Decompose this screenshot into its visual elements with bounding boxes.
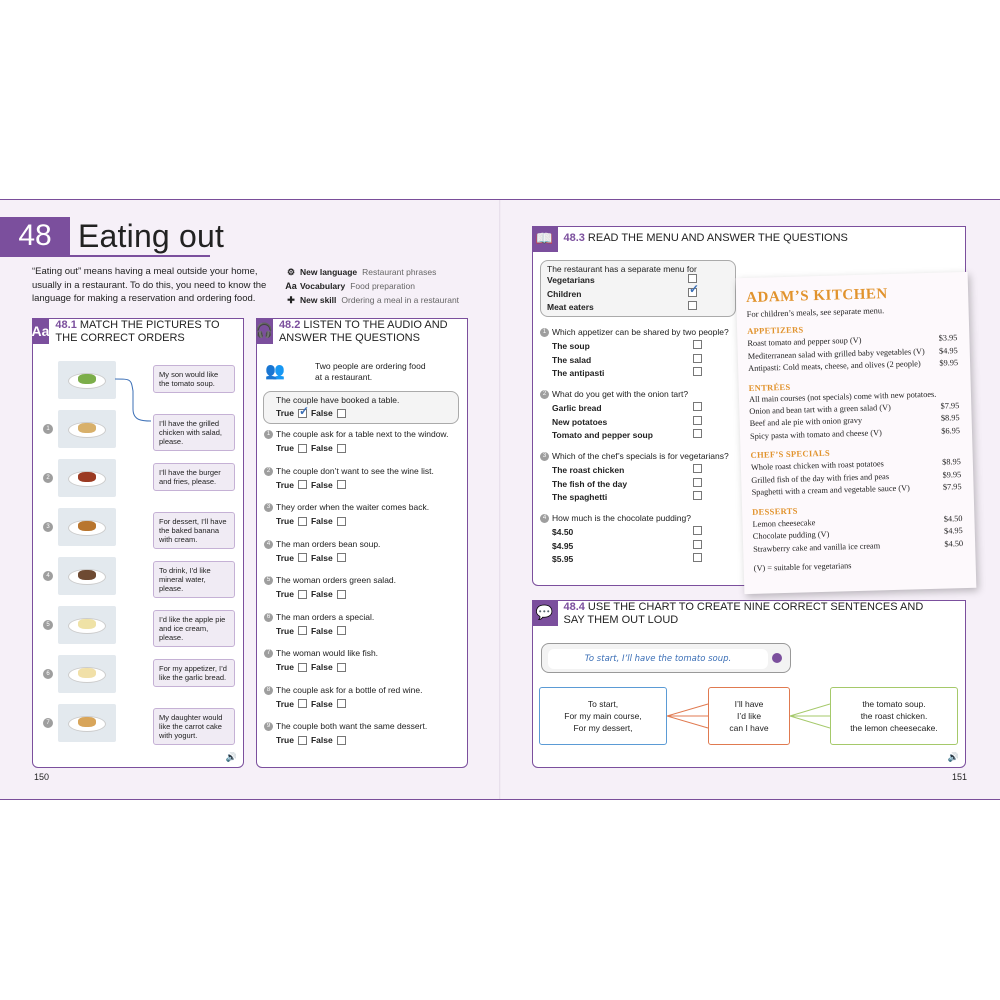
unit-title <box>0 216 224 256</box>
exercise-number: 48.2 <box>278 318 301 331</box>
false-label: False <box>310 625 333 636</box>
true-label: True <box>276 408 294 418</box>
answer-option <box>552 478 702 492</box>
true-false-answer <box>276 516 464 526</box>
food-icon <box>78 717 96 727</box>
true-false-answer <box>276 735 464 745</box>
menu-item-price: $4.50 <box>943 513 963 524</box>
question-number: 7 <box>264 649 273 658</box>
question-text: The man orders a special. <box>276 611 375 622</box>
question-number: 1 <box>264 430 273 439</box>
true-false-answer <box>276 626 464 636</box>
chart-phrase: To start, <box>587 699 619 709</box>
exercise-48-4-title <box>564 601 924 627</box>
meta-new-skill <box>285 293 459 307</box>
chart-phrase: I’d like <box>736 711 762 721</box>
false-checkbox[interactable] <box>337 590 346 599</box>
question-number: 4 <box>540 514 549 523</box>
tf-question <box>264 575 464 599</box>
question-text: They order when the waiter comes back. <box>276 502 430 512</box>
meta-new-language <box>285 265 459 279</box>
false-label: False <box>310 479 333 490</box>
page-number-right: 151 <box>952 772 968 782</box>
exercise-48-3-title <box>564 232 848 245</box>
true-label: True <box>276 698 294 709</box>
answer-option <box>552 402 702 416</box>
chart-phrase: can I have <box>729 723 769 733</box>
true-false-answer <box>276 443 464 453</box>
true-checkbox[interactable] <box>298 444 307 453</box>
menu-item-name: Mediterranean salad with grilled baby vegetables (V) <box>747 346 925 361</box>
question-line <box>540 513 740 523</box>
picture-row <box>43 459 116 497</box>
option-label: $4.50 <box>552 527 574 537</box>
menu-item-price: $7.95 <box>942 482 962 492</box>
true-label: True <box>276 516 294 526</box>
restaurant-table-icon: 👥 <box>265 363 285 380</box>
option-label: The salad <box>552 354 592 365</box>
menu-item-price: $8.95 <box>940 413 960 423</box>
answer-option <box>552 491 702 505</box>
unit-title-text: Eating out <box>78 217 225 254</box>
question-text: The woman orders green salad. <box>276 575 397 585</box>
option-checkbox[interactable] <box>693 340 702 349</box>
menu-item-name: Onion and bean tart with a green salad (V) <box>749 402 891 416</box>
question-text: The couple ask for a bottle of red wine. <box>276 684 423 695</box>
tf-question <box>264 539 464 563</box>
question-line <box>264 575 464 586</box>
audio-icon[interactable]: 🔊 <box>947 752 959 762</box>
false-checkbox[interactable] <box>337 444 346 453</box>
picture-number: 4 <box>43 571 53 581</box>
food-picture <box>58 606 116 644</box>
question-text: What do you get with the onion tart? <box>552 389 689 399</box>
appetizers-list <box>747 332 958 375</box>
audio-icon[interactable]: 🔊 <box>225 752 237 762</box>
option-label: Garlic bread <box>552 403 602 413</box>
page-number-left: 150 <box>34 772 50 782</box>
order-card[interactable]: I’ll have the grilled chicken with salad, please. <box>153 414 235 451</box>
menu-subtitle: For children’s meals, see separate menu. <box>746 305 885 320</box>
exercise-title: MATCH THE PICTURES TO THE CORRECT ORDERS <box>55 318 220 344</box>
false-label: False <box>310 698 333 709</box>
option-checkbox[interactable] <box>693 367 702 376</box>
chart-column-3 <box>830 687 958 745</box>
false-checkbox[interactable] <box>337 699 346 708</box>
true-checkbox[interactable] <box>298 553 307 562</box>
option-checkbox[interactable] <box>693 464 702 473</box>
order-card[interactable]: I’d like the apple pie and ice cream, please. <box>153 610 235 647</box>
true-label: True <box>276 479 294 490</box>
food-icon <box>78 570 96 580</box>
food-icon <box>78 374 96 384</box>
true-checkbox[interactable] <box>298 480 307 489</box>
menu-question <box>540 451 740 505</box>
true-false-answer <box>276 480 464 490</box>
menu-heading-entrees: ENTRÉES <box>748 381 791 393</box>
question-line <box>264 685 464 696</box>
exercise-number: 48.4 <box>563 600 585 613</box>
false-label: False <box>310 552 333 563</box>
exercise-48-3-header <box>532 226 848 252</box>
menu-item-name: Strawberry cake and vanilla ice cream <box>753 540 881 554</box>
true-checkbox[interactable] <box>298 663 307 672</box>
book-spread <box>0 199 1000 800</box>
answer-option <box>552 553 702 567</box>
food-icon <box>78 619 96 629</box>
menu-item-name: Lemon cheesecake <box>752 517 816 529</box>
menu-footnote: (V) = suitable for vegetarians <box>753 561 852 573</box>
order-card[interactable]: For dessert, I’ll have the baked banana with cream. <box>153 512 235 549</box>
menu-item-price: $9.95 <box>939 358 959 368</box>
vocabulary-badge-icon: Aa <box>32 318 50 344</box>
unit-number: 48 <box>0 217 70 255</box>
food-picture <box>58 557 116 595</box>
exercise-48-2-title <box>279 319 467 345</box>
meta-value: Food preparation <box>350 281 415 291</box>
exercise-48-2 <box>256 318 468 768</box>
true-checkbox[interactable] <box>298 409 307 418</box>
option-label: The antipasti <box>552 368 605 378</box>
question-text: Which of the chef’s specials is for vegetarians? <box>552 451 729 461</box>
menu-item-name: Whole roast chicken with roast potatoes <box>750 459 884 472</box>
menu-item-price: $4.50 <box>944 538 964 549</box>
food-icon <box>78 423 96 433</box>
true-checkbox[interactable] <box>298 736 307 745</box>
meta-vocabulary <box>285 279 459 293</box>
menu-question <box>540 513 740 567</box>
false-checkbox[interactable] <box>337 517 346 526</box>
example-answer <box>276 408 446 418</box>
unit-intro: “Eating out” means having a meal outside your home, usually in a restaurant. To do this, you need to know the language for making a reservation and ordering food. <box>32 266 267 304</box>
false-checkbox[interactable] <box>337 626 346 635</box>
menu-question <box>540 389 740 443</box>
unit-meta <box>285 265 459 307</box>
book-gutter <box>499 200 501 799</box>
menu-item-price: $7.95 <box>940 400 960 411</box>
true-false-answer <box>276 553 464 563</box>
desserts-list <box>752 513 963 556</box>
example-question <box>263 391 459 424</box>
question-number: 3 <box>540 452 549 461</box>
chart-phrase: For my main course, <box>564 711 642 721</box>
true-label: True <box>276 625 294 636</box>
speaker-head-icon <box>772 653 782 663</box>
answer-option <box>552 526 702 540</box>
question-line <box>264 466 464 477</box>
question-line <box>264 429 464 440</box>
exercise-number: 48.1 <box>55 318 77 331</box>
false-label: False <box>310 589 333 599</box>
true-false-answer <box>276 589 464 599</box>
menu-title: ADAM’S KITCHEN <box>745 286 888 307</box>
answer-option <box>552 416 702 430</box>
option-checkbox[interactable] <box>693 416 702 425</box>
specials-list <box>751 456 962 499</box>
picture-row <box>43 557 116 595</box>
example-question <box>540 260 736 317</box>
chart-phrase: For my dessert, <box>573 723 633 733</box>
answer-option <box>552 354 702 368</box>
food-icon <box>78 668 96 678</box>
order-card[interactable]: I’ll have the burger and fries, please. <box>153 463 235 491</box>
option-label: Children <box>547 288 582 299</box>
meta-key: New skill <box>300 295 337 305</box>
meta-key: Vocabulary <box>300 281 346 291</box>
picture-number: 3 <box>43 522 53 532</box>
order-card[interactable]: My son would like the tomato soup. <box>153 365 235 393</box>
option-label: The fish of the day <box>552 478 628 489</box>
restaurant-menu <box>736 272 977 594</box>
exercise-48-2-header <box>256 318 468 345</box>
option-label: Meat eaters <box>547 302 594 312</box>
question-text: Which appetizer can be shared by two people? <box>552 327 729 337</box>
food-picture <box>58 410 116 448</box>
example-options <box>547 274 729 315</box>
question-text: The woman would like fish. <box>276 648 379 658</box>
chart-connectors <box>667 700 830 730</box>
question-number: 4 <box>264 540 273 549</box>
exercise-48-4-header <box>532 600 924 627</box>
question-number: 2 <box>540 390 549 399</box>
tf-question <box>264 502 464 526</box>
menu-item-name: Chocolate pudding (V) <box>752 529 830 541</box>
meta-key: New language <box>300 267 358 277</box>
picture-number: 6 <box>43 669 53 679</box>
false-label: False <box>310 443 333 453</box>
tf-question <box>264 466 464 490</box>
true-label: True <box>276 443 294 453</box>
exercise-48-1-title <box>55 319 243 345</box>
example-connector-arrow <box>113 369 153 429</box>
menu-item-price: $8.95 <box>942 457 961 467</box>
true-checkbox[interactable] <box>298 699 307 708</box>
false-checkbox[interactable] <box>337 480 346 489</box>
picture-row <box>43 508 116 546</box>
order-card[interactable]: To drink, I’d like mineral water, please. <box>153 561 235 598</box>
menu-item-name: Spaghetti with a cream and vegetable sauce (V) <box>751 483 910 497</box>
picture-row <box>43 704 116 742</box>
option-checkbox[interactable] <box>693 540 702 549</box>
order-card[interactable]: My daughter would like the carrot cake with yogurt. <box>153 708 235 745</box>
question-number: 9 <box>264 722 273 731</box>
meta-value: Restaurant phrases <box>362 267 437 277</box>
food-icon <box>78 521 96 531</box>
menu-item-price: $4.95 <box>938 345 958 356</box>
option-checkbox[interactable] <box>688 288 697 297</box>
option-label: $5.95 <box>552 554 574 564</box>
false-label: False <box>310 735 333 745</box>
food-picture <box>58 508 116 546</box>
exercise-title: LISTEN TO THE AUDIO AND ANSWER THE QUESTIONS <box>278 318 448 344</box>
option-checkbox[interactable] <box>693 526 702 535</box>
option-label: The soup <box>552 341 590 351</box>
true-checkbox[interactable] <box>298 626 307 635</box>
option-label: $4.95 <box>552 540 574 551</box>
chart-phrase: the tomato soup. <box>862 699 926 709</box>
food-picture <box>58 655 116 693</box>
false-checkbox[interactable] <box>337 553 346 562</box>
menu-item-name: Roast tomato and pepper soup (V) <box>747 335 862 348</box>
menu-item-price: $6.95 <box>941 425 961 436</box>
question-text: The man orders bean soup. <box>276 538 381 549</box>
false-checkbox[interactable] <box>337 736 346 745</box>
order-card[interactable]: For my appetizer, I’d like the garlic bread. <box>153 659 235 687</box>
menu-heading-desserts: DESSERTS <box>752 505 798 517</box>
menu-question <box>540 327 740 381</box>
example-text: The restaurant has a separate menu for <box>547 264 697 274</box>
picture-number: 5 <box>43 620 53 630</box>
food-picture <box>58 704 116 742</box>
option-label: Tomato and pepper soup <box>552 430 653 440</box>
question-number: 3 <box>264 503 273 512</box>
question-text: The couple ask for a table next to the window. <box>276 429 449 439</box>
answer-option <box>552 340 702 354</box>
option-label: Vegetarians <box>547 275 595 285</box>
option-checkbox[interactable] <box>693 402 702 411</box>
true-false-answer <box>276 699 464 709</box>
chart-phrase: the roast chicken. <box>860 711 928 721</box>
tf-question <box>264 685 464 709</box>
true-label: True <box>276 662 294 672</box>
menu-item-name: Antipasti: Cold meats, cheese, and olives (2 people) <box>748 359 921 373</box>
tf-question <box>264 612 464 636</box>
example-sentence: To start, I’ll have the tomato soup. <box>548 649 768 669</box>
menu-item-name: Beef and ale pie with onion gravy <box>749 415 863 428</box>
meta-value: Ordering a meal in a restaurant <box>341 295 460 305</box>
chart-phrase: the lemon cheesecake. <box>850 723 938 733</box>
menu-heading-specials: CHEF’S SPECIALS <box>750 447 831 460</box>
picture-number: 7 <box>43 718 53 728</box>
false-label: False <box>310 516 333 526</box>
menu-heading-appetizers: APPETIZERS <box>746 324 804 336</box>
example-option <box>547 274 697 288</box>
option-checkbox[interactable] <box>693 478 702 487</box>
exercise-48-1 <box>32 318 244 768</box>
exercise-number: 48.3 <box>563 231 585 244</box>
option-checkbox[interactable] <box>693 553 702 562</box>
question-line <box>264 539 464 550</box>
picture-number: 1 <box>43 424 53 434</box>
question-text: How much is the chocolate pudding? <box>552 513 691 523</box>
entrees-list <box>749 400 960 443</box>
example-option <box>547 301 697 315</box>
option-checkbox[interactable] <box>693 354 702 363</box>
option-checkbox[interactable] <box>693 429 702 438</box>
picture-number: 2 <box>43 473 53 483</box>
question-text: The couple don’t want to see the wine list. <box>276 465 434 476</box>
true-checkbox[interactable] <box>298 590 307 599</box>
menu-item-name: Spicy pasta with tomato and cheese (V) <box>749 427 882 441</box>
answer-option <box>552 540 702 554</box>
answer-option <box>552 429 702 443</box>
true-label: True <box>276 552 294 563</box>
question-line <box>540 451 740 461</box>
false-label: False <box>310 408 333 418</box>
exercise-title: USE THE CHART TO CREATE NINE CORRECT SENTENCES AND SAY THEM OUT LOUD <box>563 600 924 626</box>
food-icon <box>78 472 96 482</box>
question-line <box>264 612 464 623</box>
gears-icon: ⚙ <box>286 267 296 277</box>
speech-bubble-icon: 💬 <box>532 600 558 626</box>
vocabulary-icon: Aa <box>285 281 297 291</box>
answer-option <box>552 367 702 381</box>
question-number: 6 <box>264 613 273 622</box>
example-sentence-bubble <box>541 643 791 673</box>
menu-item-name: Grilled fish of the day with fries and peas <box>751 471 890 485</box>
tf-question <box>264 648 464 672</box>
question-number: 5 <box>264 576 273 585</box>
question-line <box>264 648 464 659</box>
option-label: The roast chicken <box>552 465 625 475</box>
option-checkbox[interactable] <box>693 491 702 500</box>
exercise-48-2-intro: Two people are ordering food at a restaurant. <box>315 361 426 382</box>
menu-item-price: $4.95 <box>943 526 963 536</box>
true-label: True <box>276 589 294 599</box>
question-number: 2 <box>264 467 273 476</box>
title-underline <box>0 255 210 257</box>
menu-item-price: $9.95 <box>942 469 962 480</box>
question-line <box>540 389 740 399</box>
question-line <box>540 327 740 337</box>
food-picture <box>58 361 116 399</box>
question-number: 8 <box>264 686 273 695</box>
picture-row <box>43 410 116 448</box>
exercise-48-1-header <box>32 318 244 345</box>
tf-question <box>264 721 464 745</box>
answer-option <box>552 464 702 478</box>
chart-column-1 <box>539 687 667 745</box>
tf-question <box>264 429 464 453</box>
question-number: 1 <box>540 328 549 337</box>
example-option <box>547 288 697 302</box>
picture-row <box>43 606 116 644</box>
false-label: False <box>310 662 333 672</box>
picture-row <box>43 361 116 399</box>
food-picture <box>58 459 116 497</box>
menu-item-price: $3.95 <box>938 333 958 343</box>
chart-phrase: I’ll have <box>734 699 764 709</box>
true-label: True <box>276 735 294 745</box>
false-checkbox[interactable] <box>337 663 346 672</box>
option-label: The spaghetti <box>552 492 608 502</box>
true-false-answer <box>276 662 464 672</box>
question-line <box>264 502 464 513</box>
false-checkbox[interactable] <box>337 409 346 418</box>
option-checkbox[interactable] <box>688 301 697 310</box>
picture-row <box>43 655 116 693</box>
puzzle-icon: ✚ <box>287 295 295 305</box>
listening-icon: 🎧 <box>256 318 273 344</box>
option-label: New potatoes <box>552 416 608 427</box>
question-text: The couple both want the same dessert. <box>276 721 428 731</box>
true-checkbox[interactable] <box>298 517 307 526</box>
example-text: The couple have booked a table. <box>276 395 400 405</box>
question-line <box>264 721 464 732</box>
exercise-title: READ THE MENU AND ANSWER THE QUESTIONS <box>587 231 848 244</box>
entrees-note: All main courses (not specials) come with new potatoes. <box>748 389 937 404</box>
book-icon: 📖 <box>532 226 558 252</box>
